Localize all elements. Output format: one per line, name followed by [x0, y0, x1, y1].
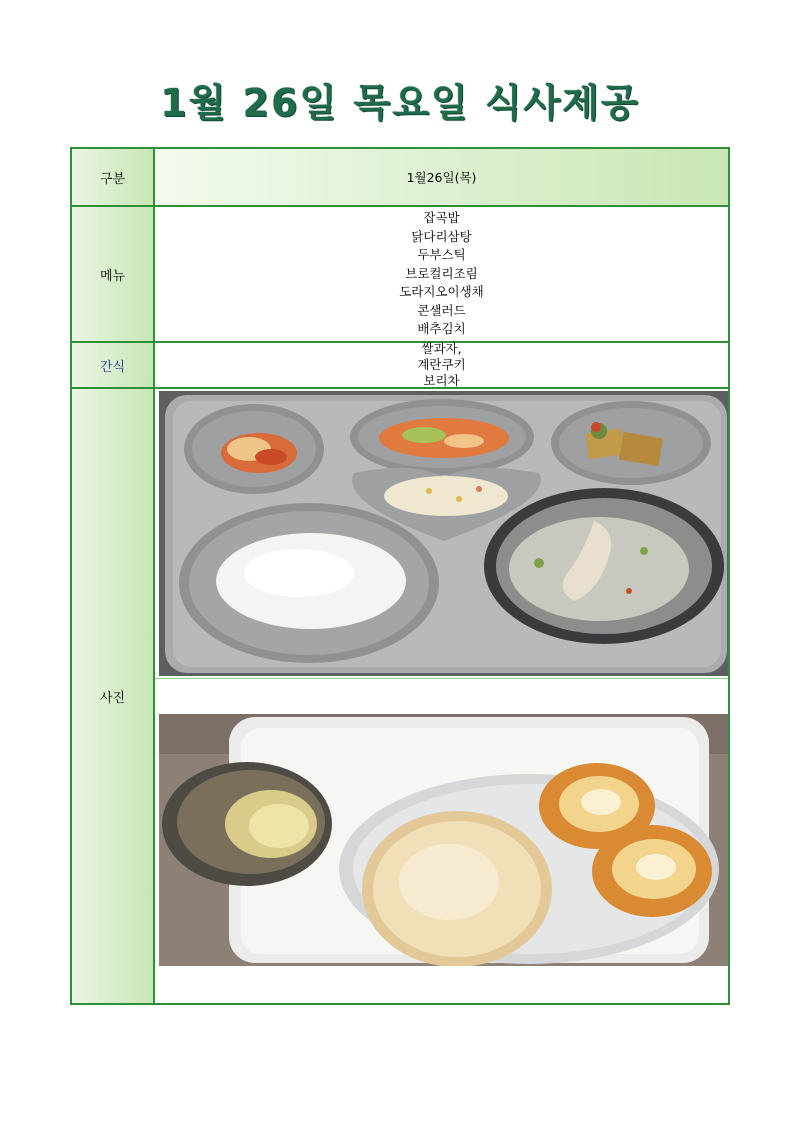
menu-item: 도라지오이생채: [399, 284, 484, 300]
photo-label: 사진: [72, 389, 155, 1003]
snack-item: 보리차: [423, 373, 460, 388]
menu-item: 잡곡밥: [423, 210, 460, 226]
menu-item: 콘샐러드: [417, 302, 466, 318]
snack-item: 쌀과자,: [421, 341, 462, 356]
snack-item: 계란쿠키: [417, 357, 466, 372]
menu-item: 두부스틱: [417, 247, 466, 263]
menu-list: [155, 207, 728, 343]
photo-divider: [155, 678, 728, 679]
snack-label: 간식: [72, 343, 155, 389]
menu-item: 배추김치: [417, 321, 466, 337]
menu-item: 닭다리삼탕: [411, 228, 472, 244]
meal-table: [70, 147, 730, 1005]
menu-item: 브로컬리조림: [405, 265, 478, 281]
snack-tray-photo: [159, 714, 728, 966]
snack-list: [155, 343, 728, 389]
page-title: 1월 26일 목요일 식사제공: [160, 81, 640, 125]
header-date: 1월26일(목): [155, 149, 728, 207]
lunch-tray-photo: [159, 391, 728, 676]
menu-label: 메뉴: [72, 207, 155, 343]
header-label: 구분: [72, 149, 155, 207]
